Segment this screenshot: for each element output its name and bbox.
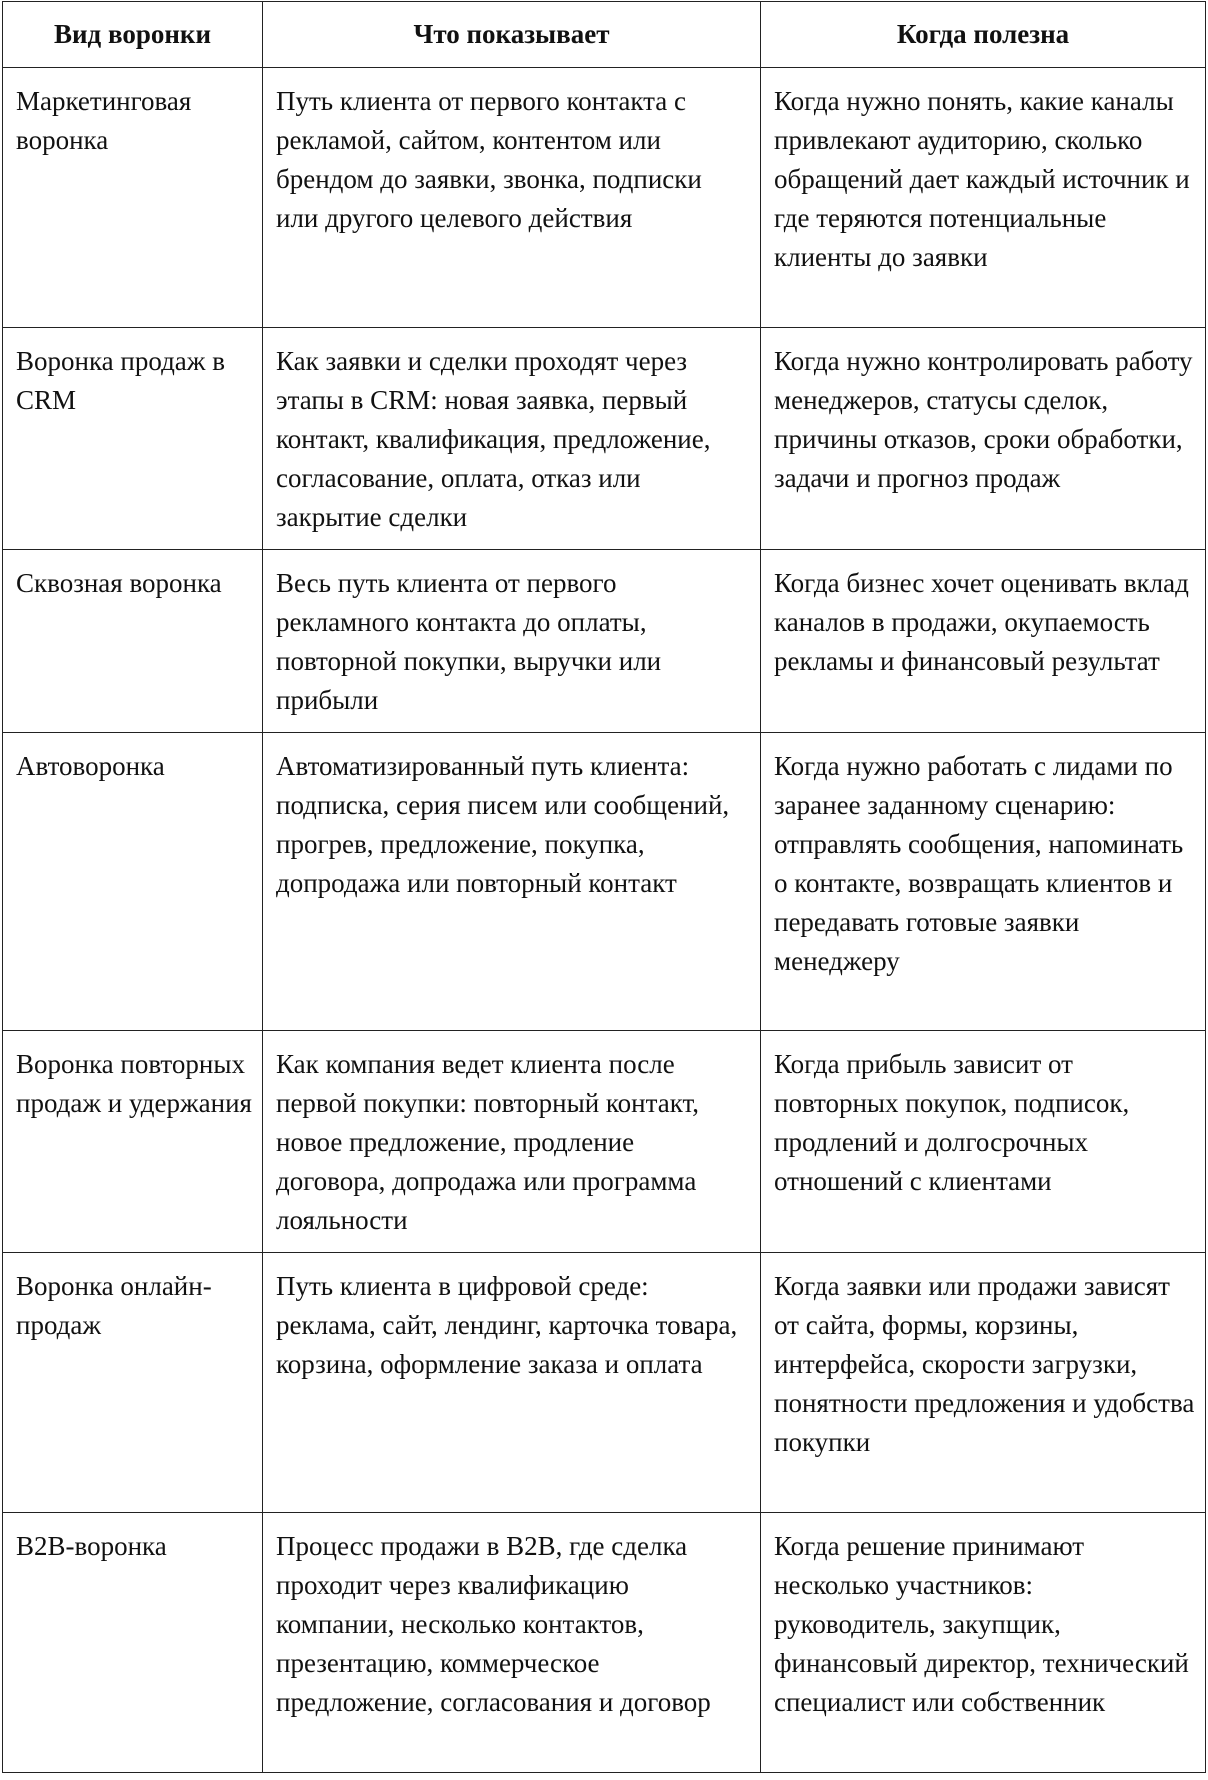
table-row <box>3 1031 1206 1253</box>
funnel-type-cell: B2B-воронка <box>3 1513 263 1773</box>
what-it-shows-cell: Путь клиента в цифровой среде: реклама, сайт, лендинг, карточка товара, корзина, оформление заказа и оплата <box>263 1253 761 1513</box>
when-useful-cell: Когда прибыль зависит от повторных покупок, подписок, продлений и долгосрочных отношений с клиентами <box>761 1031 1206 1253</box>
what-it-shows-cell: Процесс продажи в B2B, где сделка проходит через квалификацию компании, несколько контактов, презентацию, коммерческое предложение, согласования и договор <box>263 1513 761 1773</box>
funnel-type-cell: Автоворонка <box>3 733 263 1031</box>
when-useful-cell: Когда нужно работать с лидами по заранее заданному сценарию: отправлять сообщения, напоминать о контакте, возвращать клиентов и передавать готовые заявки менеджеру <box>761 733 1206 1031</box>
table-body <box>3 68 1206 1773</box>
what-it-shows-cell: Весь путь клиента от первого рекламного контакта до оплаты, повторной покупки, выручки или прибыли <box>263 550 761 733</box>
when-useful-cell: Когда заявки или продажи зависят от сайта, формы, корзины, интерфейса, скорости загрузки, понятности предложения и удобства покупки <box>761 1253 1206 1513</box>
table-row <box>3 328 1206 550</box>
funnel-type-cell: Воронка повторных продаж и удержания <box>3 1031 263 1253</box>
header-what-it-shows: Что показывает <box>263 2 761 68</box>
table-row <box>3 733 1206 1031</box>
header-when-useful: Когда полезна <box>761 2 1206 68</box>
when-useful-cell: Когда нужно контролировать работу менеджеров, статусы сделок, причины отказов, сроки обработки, задачи и прогноз продаж <box>761 328 1206 550</box>
table-row <box>3 550 1206 733</box>
table-row <box>3 1513 1206 1773</box>
table-row <box>3 1253 1206 1513</box>
funnel-type-cell: Маркетинговая воронка <box>3 68 263 328</box>
when-useful-cell: Когда нужно понять, какие каналы привлекают аудиторию, сколько обращений дает каждый источник и где теряются потенциальные клиенты до заявки <box>761 68 1206 328</box>
when-useful-cell: Когда бизнес хочет оценивать вклад каналов в продажи, окупаемость рекламы и финансовый результат <box>761 550 1206 733</box>
header-row <box>3 2 1206 68</box>
funnel-types-table <box>2 1 1206 1773</box>
funnel-type-cell: Воронка онлайн-продаж <box>3 1253 263 1513</box>
funnel-type-cell: Воронка продаж в CRM <box>3 328 263 550</box>
header-funnel-type: Вид воронки <box>3 2 263 68</box>
what-it-shows-cell: Как заявки и сделки проходят через этапы в CRM: новая заявка, первый контакт, квалификация, предложение, согласование, оплата, отказ или закрытие сделки <box>263 328 761 550</box>
funnel-type-cell: Сквозная воронка <box>3 550 263 733</box>
what-it-shows-cell: Путь клиента от первого контакта с рекламой, сайтом, контентом или брендом до заявки, звонка, подписки или другого целевого действия <box>263 68 761 328</box>
table-header <box>3 2 1206 68</box>
table-row <box>3 68 1206 328</box>
when-useful-cell: Когда решение принимают несколько участников: руководитель, закупщик, финансовый директор, технический специалист или собственник <box>761 1513 1206 1773</box>
what-it-shows-cell: Автоматизированный путь клиента: подписка, серия писем или сообщений, прогрев, предложение, покупка, допродажа или повторный контакт <box>263 733 761 1031</box>
what-it-shows-cell: Как компания ведет клиента после первой покупки: повторный контакт, новое предложение, продление договора, допродажа или программа лояльности <box>263 1031 761 1253</box>
